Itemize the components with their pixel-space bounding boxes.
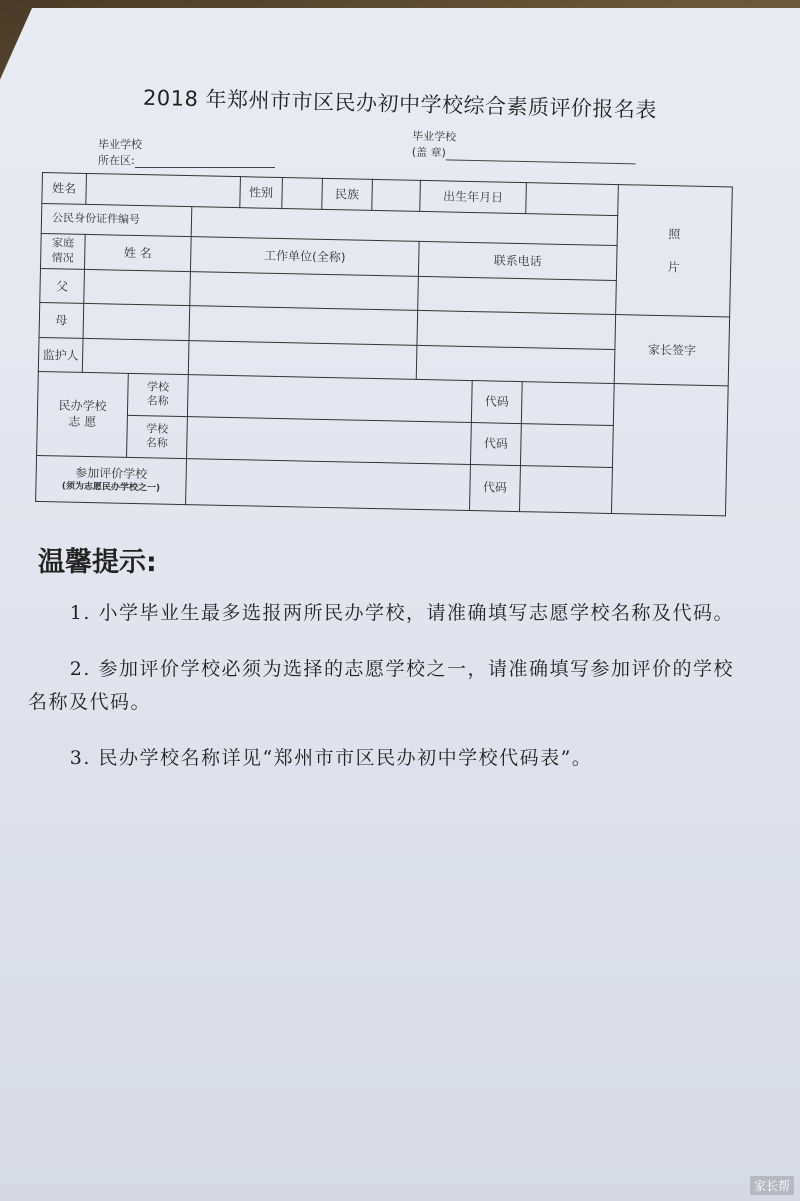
watermark-logo: 家长帮 — [750, 1176, 794, 1195]
id-number-label: 公民身份证件编号 — [41, 204, 192, 236]
mother-name-field[interactable] — [83, 303, 190, 341]
meta-left — [98, 136, 275, 168]
mother-phone-field[interactable] — [417, 310, 616, 350]
gender-label: 性别 — [240, 177, 283, 209]
school-name-label-1: 学校 名称 — [127, 373, 188, 416]
parent-sign-label: 家长签字 — [614, 314, 729, 385]
district-field[interactable] — [135, 167, 275, 168]
guardian-phone-field[interactable] — [416, 346, 615, 384]
father-phone-field[interactable] — [418, 277, 617, 315]
code-field-3[interactable] — [520, 465, 613, 513]
mother-label: 母 — [39, 302, 84, 339]
school-name-field-1[interactable] — [187, 375, 472, 423]
school-wish-label: 民办学校 志 愿 — [37, 371, 129, 457]
birth-field[interactable] — [526, 183, 619, 216]
eval-school-title: 参加评价学校 — [75, 465, 148, 482]
meta-left-label-1: 毕业学校 — [98, 138, 142, 151]
tip-item-2: 2. 参加评价学校必须为选择的志愿学校之一，请准确填写参加评价的学校名称及代码。 — [28, 658, 734, 713]
guardian-label: 监护人 — [38, 338, 83, 372]
family-phone-header: 联系电话 — [418, 241, 617, 281]
form-title: 2018 年郑州市市区民办初中学校综合素质评价报名表 — [142, 85, 658, 123]
code-field-1[interactable] — [521, 382, 614, 426]
registration-form — [35, 172, 732, 516]
code-label-2: 代码 — [470, 422, 521, 465]
school-name-label-2: 学校 名称 — [127, 415, 188, 458]
birth-label: 出生年月日 — [420, 180, 527, 214]
mother-work-field[interactable] — [189, 305, 418, 345]
guardian-name-field[interactable] — [82, 339, 189, 375]
code-label-3: 代码 — [470, 464, 521, 511]
school-name-field-2[interactable] — [187, 417, 472, 465]
meta-right-label-2: (盖 章) — [411, 145, 447, 160]
code-field-2[interactable] — [520, 424, 613, 468]
tip-item-1: 1. 小学毕业生最多选报两所民办学校，请准确填写志愿学校名称及代码。 — [69, 602, 734, 624]
name-field[interactable] — [86, 173, 241, 208]
eval-school-label — [36, 455, 187, 504]
guardian-work-field[interactable] — [188, 341, 417, 379]
code-label-1: 代码 — [471, 381, 522, 424]
father-work-field[interactable] — [190, 272, 419, 310]
tips-heading: 温馨提示: — [38, 547, 157, 578]
eval-school-field[interactable] — [186, 458, 471, 510]
tip-item-3: 3. 民办学校名称详见“郑州市市区民办初中学校代码表”。 — [69, 746, 593, 769]
parent-sign-field[interactable] — [612, 384, 729, 516]
gender-field[interactable] — [282, 178, 323, 210]
photo-box[interactable]: 照 片 — [616, 185, 733, 317]
father-name-field[interactable] — [84, 270, 191, 306]
ethnicity-label: 民族 — [322, 178, 373, 210]
meta-right — [412, 128, 637, 165]
meta-left-label-2: 所在区: — [98, 154, 135, 167]
family-work-header: 工作单位(全称) — [190, 236, 419, 276]
eval-school-note: (须为志愿民办学校之一) — [61, 481, 161, 494]
father-label: 父 — [40, 269, 85, 303]
ethnicity-field[interactable] — [372, 179, 421, 211]
name-label: 姓名 — [42, 173, 87, 205]
tips-section — [28, 540, 748, 798]
family-name-header: 姓 名 — [84, 234, 191, 272]
meta-right-label-1: 毕业学校 — [412, 129, 457, 144]
family-label: 家庭 情况 — [40, 233, 85, 270]
